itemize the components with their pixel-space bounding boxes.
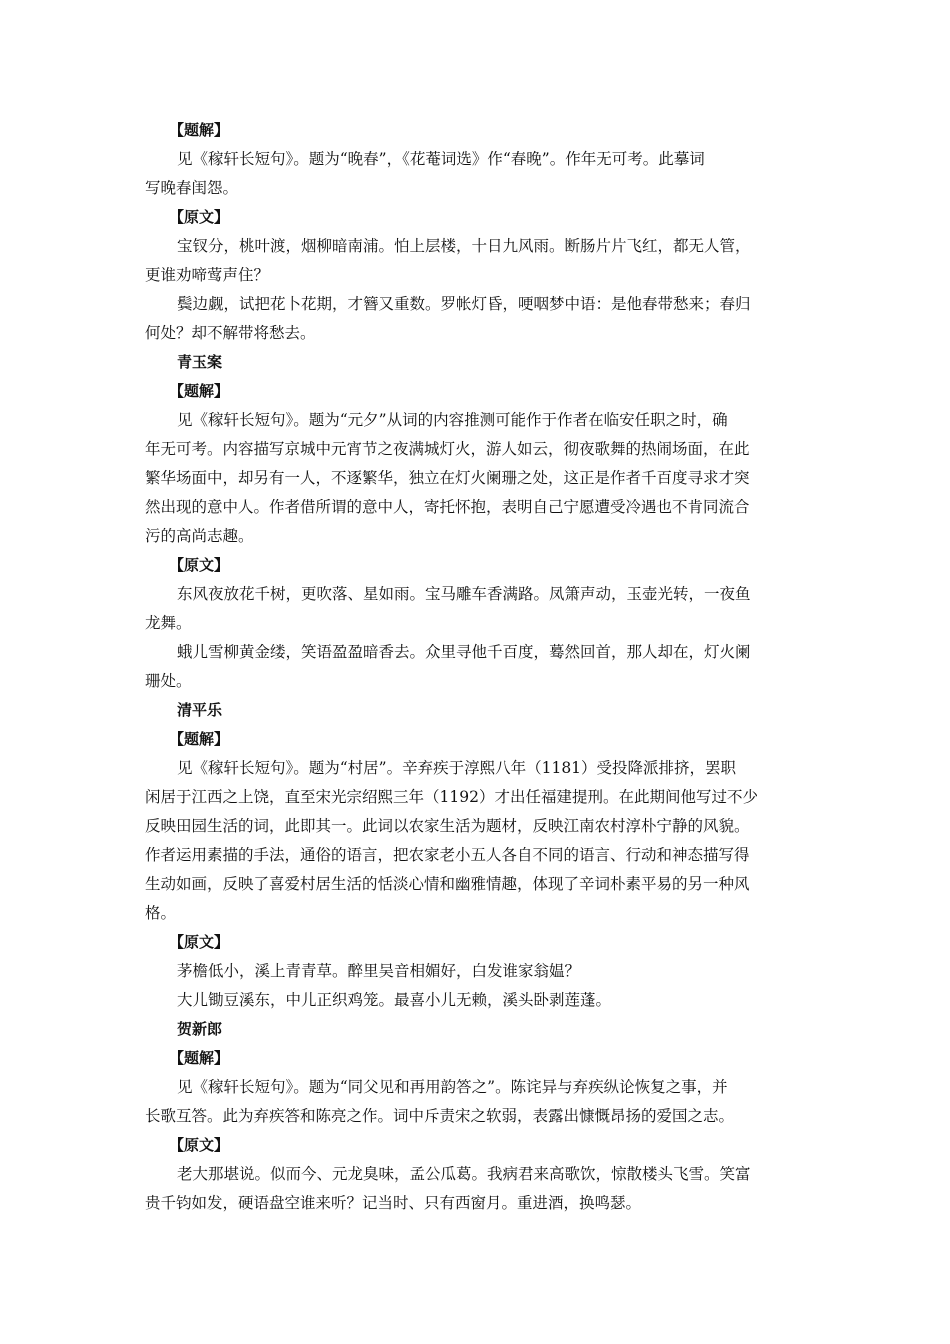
tijie-text-line: 反映田园生活的词，此即其一。此词以农家生活为题材，反映江南农村淳朴宁静的风貌。 <box>145 817 750 835</box>
tijie-text-line: 污的高尚志趣。 <box>145 527 254 545</box>
document-page <box>145 116 805 1218</box>
tijie-text-line: 生动如画，反映了喜爱村居生活的恬淡心情和幽雅情趣，体现了辛词朴素平易的另一种风 <box>145 875 750 893</box>
tijie-text-line: 格。 <box>145 904 177 922</box>
yuanwen-heading: 【原文】 <box>169 208 230 226</box>
tijie-text-line: 见《稼轩长短句》。题为“同父见和再用韵答之”。陈诧异与弃疾纵论恢复之事，并 <box>177 1078 728 1096</box>
tijie-text-line: 见《稼轩长短句》。题为“元夕”从词的内容推测可能作于作者在临安任职之时，确 <box>177 411 728 429</box>
poem-title: 青玉案 <box>177 353 223 371</box>
yuanwen-text-line: 珊处。 <box>145 672 192 690</box>
tijie-text-line: 作者运用素描的手法，通俗的语言，把农家老小五人各自不同的语言、行动和神态描写得 <box>145 846 750 864</box>
tijie-text-line: 写晚春闺怨。 <box>145 179 239 197</box>
yuanwen-text-line: 大儿锄豆溪东，中儿正织鸡笼。最喜小儿无赖，溪头卧剥莲蓬。 <box>177 991 612 1009</box>
yuanwen-text-line: 贵千钧如发，硬语盘空谁来听？记当时、只有西窗月。重进酒，换鸣瑟。 <box>145 1194 642 1212</box>
yuanwen-text-line: 鬓边觑，试把花卜花期，才簪又重数。罗帐灯昏，哽咽梦中语：是他春带愁来；春归 <box>177 295 751 313</box>
tijie-heading: 【题解】 <box>169 730 230 748</box>
tijie-text-line: 见《稼轩长短句》。题为“晚春”，《花菴词选》作“春晚”。作年无可考。此摹词 <box>177 150 705 168</box>
tijie-heading: 【题解】 <box>169 1049 230 1067</box>
poem-title: 清平乐 <box>177 701 223 719</box>
yuanwen-text-line: 茅檐低小，溪上青青草。醉里吴音相媚好，白发谁家翁媪？ <box>177 962 581 980</box>
yuanwen-heading: 【原文】 <box>169 933 230 951</box>
tijie-text-line: 见《稼轩长短句》。题为“村居”。辛弃疾于淳熙八年（1181）受投降派排挤，罢职 <box>177 759 737 777</box>
yuanwen-text-line: 龙舞。 <box>145 614 192 632</box>
tijie-heading: 【题解】 <box>169 382 230 400</box>
tijie-text-line: 长歌互答。此为弃疾答和陈亮之作。词中斥责宋之软弱，表露出慷慨昂扬的爱国之志。 <box>145 1107 735 1125</box>
yuanwen-text-line: 老大那堪说。似而今、元龙臭味，孟公瓜葛。我病君来高歌饮，惊散楼头飞雪。笑富 <box>177 1165 751 1183</box>
poem-title: 贺新郎 <box>177 1020 223 1038</box>
tijie-text-line: 年无可考。内容描写京城中元宵节之夜满城灯火，游人如云，彻夜歌舞的热闹场面，在此 <box>145 440 750 458</box>
yuanwen-heading: 【原文】 <box>169 1136 230 1154</box>
yuanwen-text-line: 何处？却不解带将愁去。 <box>145 324 316 342</box>
yuanwen-text-line: 宝钗分，桃叶渡，烟柳暗南浦。怕上层楼，十日九风雨。断肠片片飞红，都无人管， <box>177 237 751 255</box>
yuanwen-text-line: 东风夜放花千树，更吹落、星如雨。宝马雕车香满路。凤箫声动，玉壶光转，一夜鱼 <box>177 585 751 603</box>
tijie-heading: 【题解】 <box>169 121 230 139</box>
yuanwen-text-line: 更谁劝啼莺声住？ <box>145 266 270 284</box>
yuanwen-heading: 【原文】 <box>169 556 230 574</box>
yuanwen-text-line: 蛾儿雪柳黄金缕，笑语盈盈暗香去。众里寻他千百度，蓦然回首，那人却在，灯火阑 <box>177 643 751 661</box>
tijie-text-line: 繁华场面中，却另有一人，不逐繁华，独立在灯火阑珊之处，这正是作者千百度寻求才突 <box>145 469 750 487</box>
tijie-text-line: 然出现的意中人。作者借所谓的意中人，寄托怀抱，表明自己宁愿遭受冷遇也不肯同流合 <box>145 498 750 516</box>
tijie-text-line: 闲居于江西之上饶，直至宋光宗绍熙三年（1192）才出任福建提刑。在此期间他写过不少 <box>145 788 758 806</box>
